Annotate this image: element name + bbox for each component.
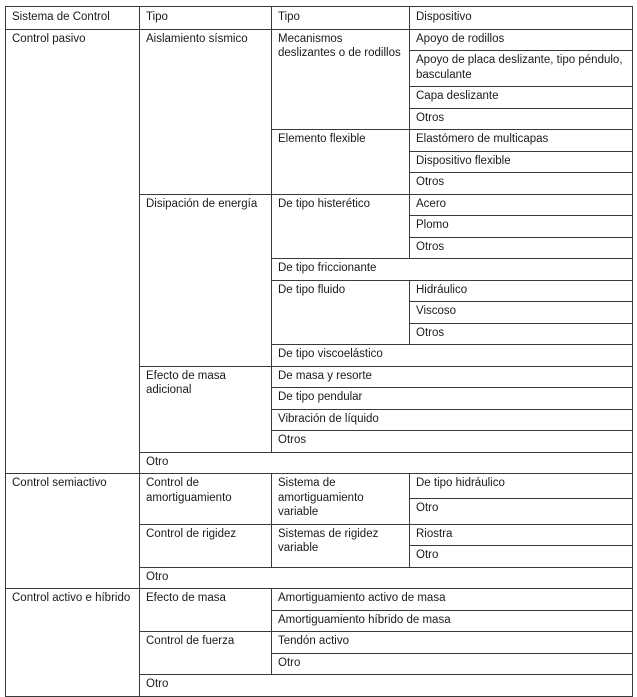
device-cell: Otros — [410, 323, 633, 345]
header-cell: Sistema de Control — [6, 7, 140, 30]
device-cell: Otros — [410, 173, 633, 195]
device-cell: Acero — [410, 194, 633, 216]
device-cell: Otros — [410, 237, 633, 259]
subtype-cell: De masa y resorte — [272, 366, 633, 388]
device-cell: Otro — [410, 546, 633, 568]
header-cell: Tipo — [272, 7, 410, 30]
device-cell: Riostra — [410, 524, 633, 546]
subtype-cell: Tendón activo — [272, 632, 633, 654]
device-cell: Viscoso — [410, 302, 633, 324]
subtype-cell: De tipo fluido — [272, 280, 410, 345]
type-cell: Otro — [140, 675, 633, 697]
type-cell: Otro — [140, 452, 633, 474]
device-cell: Elastómero de multicapas — [410, 130, 633, 152]
device-cell: De tipo hidráulico — [410, 474, 633, 499]
subtype-cell: De tipo viscoelástico — [272, 345, 633, 367]
subtype-cell: Sistemas de rigidez variable — [272, 524, 410, 567]
table-row — [6, 29, 633, 51]
device-cell: Plomo — [410, 216, 633, 238]
header-row — [6, 7, 633, 30]
table-row — [6, 474, 633, 499]
subtype-cell: Elemento flexible — [272, 130, 410, 195]
device-cell: Hidráulico — [410, 280, 633, 302]
system-cell: Control semiactivo — [6, 474, 140, 589]
subtype-cell: Amortiguamiento híbrido de masa — [272, 610, 633, 632]
system-cell: Control activo e híbrido — [6, 589, 140, 697]
device-cell: Otros — [410, 108, 633, 130]
device-cell: Capa deslizante — [410, 87, 633, 109]
type-cell: Otro — [140, 567, 633, 589]
subtype-cell: Mecanismos deslizantes o de rodillos — [272, 29, 410, 130]
device-cell: Apoyo de placa deslizante, tipo péndulo, basculante — [410, 51, 633, 87]
subtype-cell: Otros — [272, 431, 633, 453]
device-cell: Apoyo de rodillos — [410, 29, 633, 51]
type-cell: Control de fuerza — [140, 632, 272, 675]
subtype-cell: Otro — [272, 653, 633, 675]
type-cell: Control de amortiguamiento — [140, 474, 272, 525]
type-cell: Efecto de masa — [140, 589, 272, 632]
subtype-cell: Amortiguamiento activo de masa — [272, 589, 633, 611]
header-cell: Dispositivo — [410, 7, 633, 30]
subtype-cell: Vibración de líquido — [272, 409, 633, 431]
type-cell: Disipación de energía — [140, 194, 272, 366]
type-cell: Aislamiento sísmico — [140, 29, 272, 194]
subtype-cell: De tipo pendular — [272, 388, 633, 410]
control-systems-table — [5, 6, 633, 697]
subtype-cell: De tipo histerético — [272, 194, 410, 259]
device-cell: Dispositivo flexible — [410, 151, 633, 173]
subtype-cell: De tipo friccionante — [272, 259, 633, 281]
type-cell: Efecto de masa adicional — [140, 366, 272, 452]
system-cell: Control pasivo — [6, 29, 140, 474]
device-cell: Otro — [410, 499, 633, 524]
table-row — [6, 589, 633, 611]
type-cell: Control de rigidez — [140, 524, 272, 567]
header-cell: Tipo — [140, 7, 272, 30]
document-page — [5, 6, 632, 690]
subtype-cell: Sistema de amortiguamiento variable — [272, 474, 410, 525]
